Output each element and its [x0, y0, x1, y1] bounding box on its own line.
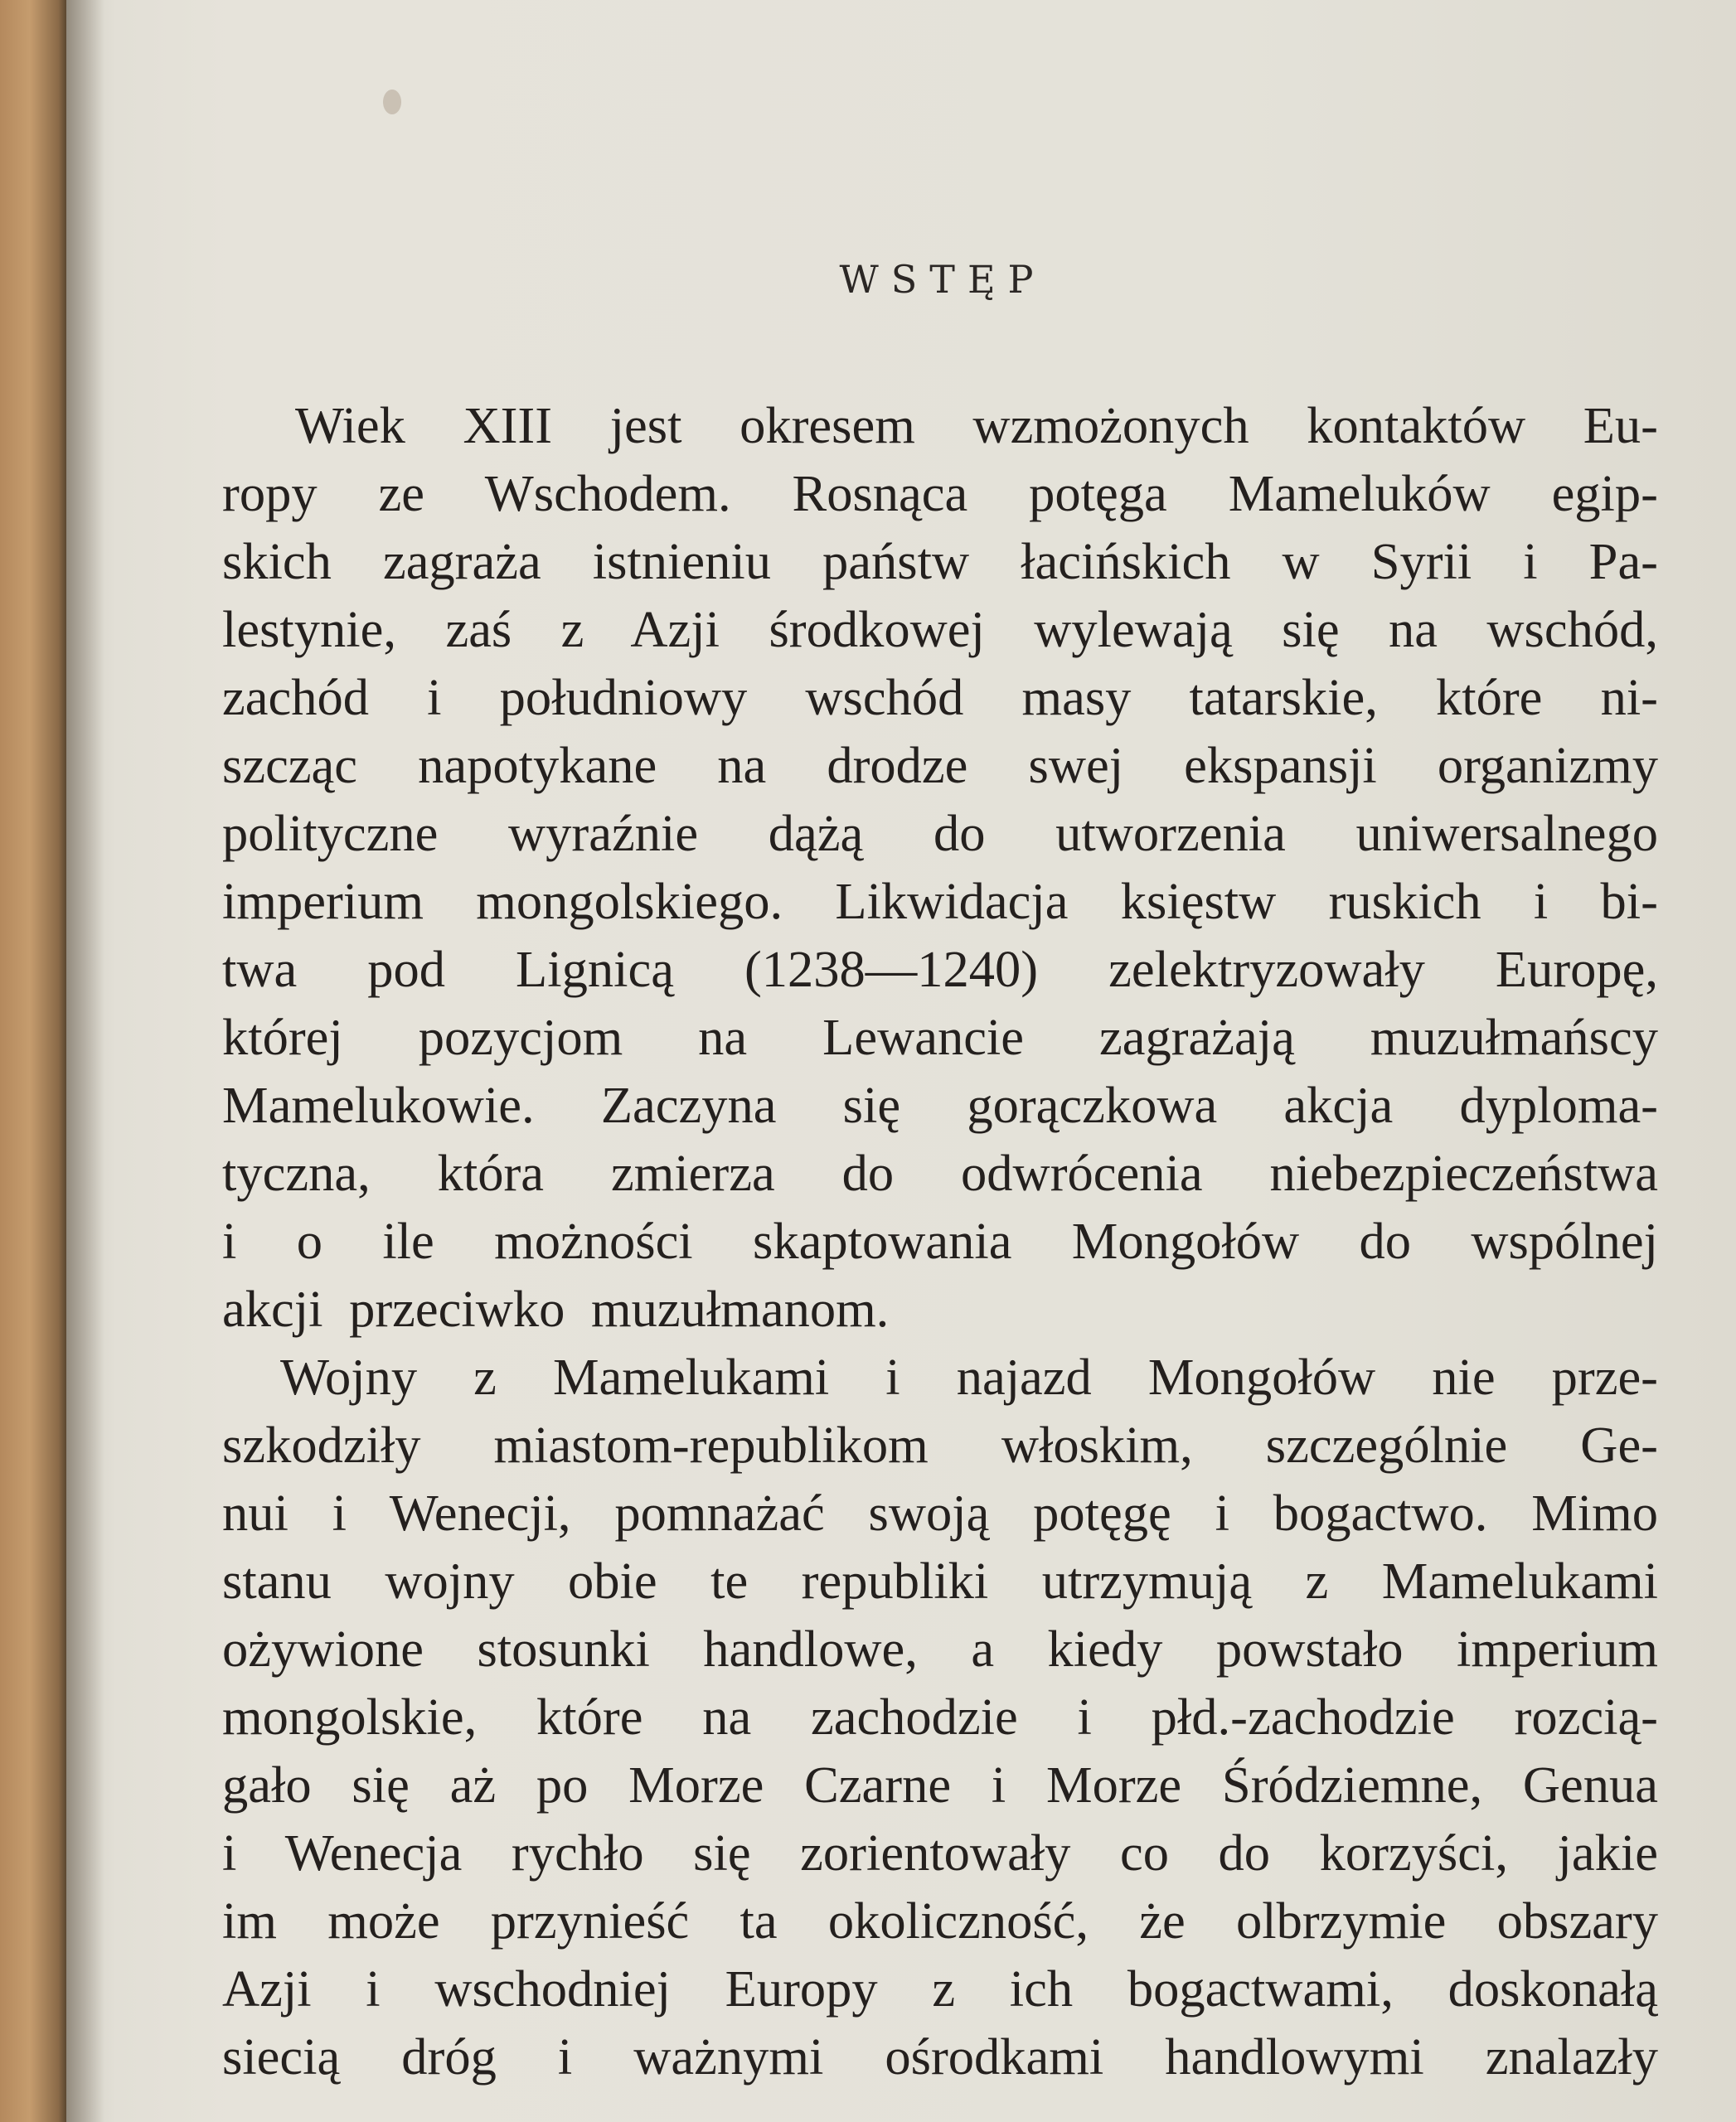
text-line: zachód i południowy wschód masy tatarskie, które ni-	[222, 668, 1658, 726]
body-text	[222, 391, 1658, 2091]
chapter-heading: WSTĘP	[839, 257, 1046, 302]
text-line: lestynie, zaś z Azji środkowej wylewają się na wschód,	[222, 600, 1658, 658]
text-line: siecią dróg i ważnymi ośrodkami handlowymi znalazły	[222, 2028, 1658, 2086]
text-line: Wiek XIII jest okresem wzmożonych kontaktów Eu-	[295, 396, 1658, 454]
text-line: polityczne wyraźnie dążą do utworzenia uniwersalnego	[222, 804, 1658, 862]
text-line: twa pod Lignicą (1238—1240) zelektryzowały Europę,	[222, 940, 1658, 998]
paper-stain	[383, 90, 401, 114]
text-line: ożywione stosunki handlowe, a kiedy powstało imperium	[222, 1620, 1658, 1678]
left-page-edge	[0, 0, 66, 2122]
text-line: imperium mongolskiego. Likwidacja księstw ruskich i bi-	[222, 872, 1658, 930]
text-line: Wojny z Mamelukami i najazd Mongołów nie prze-	[280, 1348, 1658, 1406]
spine-shadow	[66, 0, 104, 2122]
text-line: mongolskie, które na zachodzie i płd.-zachodzie rozcią-	[222, 1688, 1658, 1746]
text-line: gało się aż po Morze Czarne i Morze Śródziemne, Genua	[222, 1756, 1658, 1814]
text-line: i o ile możności skaptowania Mongołów do wspólnej	[222, 1212, 1658, 1270]
text-line: szkodziły miastom-republikom włoskim, szczególnie Ge-	[222, 1416, 1658, 1474]
text-line: szcząc napotykane na drodze swej ekspansji organizmy	[222, 736, 1658, 794]
paragraph-1	[222, 391, 1658, 1343]
text-line: im może przynieść ta okoliczność, że olbrzymie obszary	[222, 1892, 1658, 1950]
text-line: ropy ze Wschodem. Rosnąca potęga Mameluków egip-	[222, 464, 1658, 522]
text-line: stanu wojny obie te republiki utrzymują z Mamelukami	[222, 1552, 1658, 1610]
text-line: nui i Wenecji, pomnażać swoją potęgę i bogactwo. Mimo	[222, 1484, 1658, 1542]
text-line: skich zagraża istnieniu państw łacińskich w Syrii i Pa-	[222, 532, 1658, 590]
text-line: akcji przeciwko muzułmanom.	[222, 1280, 890, 1338]
text-line: której pozycjom na Lewancie zagrażają muzułmańscy	[222, 1008, 1658, 1066]
text-line: Mamelukowie. Zaczyna się gorączkowa akcja dyploma-	[222, 1076, 1658, 1134]
paragraph-2	[222, 1343, 1658, 2091]
text-line: i Wenecja rychło się zorientowały co do korzyści, jakie	[222, 1824, 1658, 1882]
text-line: Azji i wschodniej Europy z ich bogactwami, doskonałą	[222, 1960, 1658, 2018]
text-line: tyczna, która zmierza do odwrócenia niebezpieczeństwa	[222, 1144, 1658, 1202]
